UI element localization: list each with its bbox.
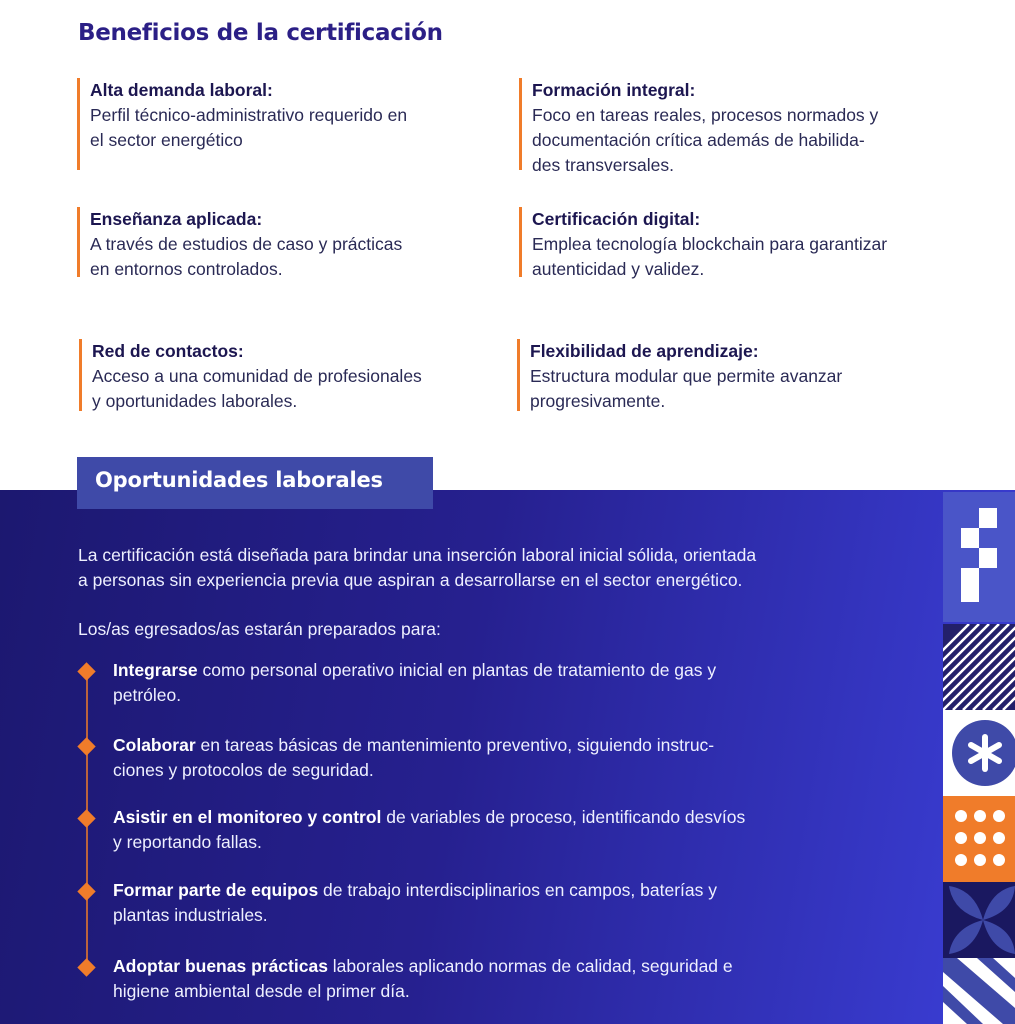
- benefit-item: [517, 339, 937, 411]
- petal-pattern: [943, 882, 1015, 958]
- opportunity-text: como personal operativo inicial en plantas de tratamiento de gas y: [197, 660, 717, 680]
- opportunity-text: de trabajo interdisciplinarios en campos, baterías y: [318, 880, 718, 900]
- opportunity-bold: Adoptar buenas prácticas: [113, 956, 328, 976]
- benefit-title: Certificación digital:: [532, 209, 701, 229]
- opportunity-text: laborales aplicando normas de calidad, seguridad e: [327, 956, 733, 976]
- benefit-text: en entornos controlados.: [90, 259, 283, 279]
- benefit-text: des transversales.: [532, 155, 675, 175]
- benefit-text: Acceso a una comunidad de profesionales: [92, 366, 422, 386]
- opportunity-text: plantas industriales.: [113, 905, 268, 925]
- benefit-title: Enseñanza aplicada:: [90, 209, 263, 229]
- opportunity-item: [113, 658, 853, 708]
- diagonal-stripes-pattern: [943, 624, 1015, 710]
- wave-stripes-pattern: [943, 958, 1015, 1024]
- dots-pattern: [943, 796, 1015, 882]
- opportunity-text: petróleo.: [113, 685, 182, 705]
- opportunity-bold: Formar parte de equipos: [113, 880, 319, 900]
- benefit-text: documentación crítica además de habilida-: [532, 130, 865, 150]
- benefit-title: Flexibilidad de aprendizaje:: [530, 341, 759, 361]
- benefit-text: el sector energético: [90, 130, 243, 150]
- opportunity-bold: Asistir en el monitoreo y control: [113, 807, 382, 827]
- opportunities-intro: [78, 543, 878, 593]
- benefit-text: Perfil técnico-administrativo requerido en: [90, 105, 408, 125]
- opportunity-text: higiene ambiental desde el primer día.: [113, 981, 410, 1001]
- intro-line: a personas sin experiencia previa que aspiran a desarrollarse en el sector energético.: [78, 570, 743, 590]
- benefit-item: [77, 78, 497, 170]
- opportunity-bold: Colaborar: [113, 735, 196, 755]
- benefits-title: Beneficios de la certificación: [78, 20, 443, 46]
- opportunity-text: de variables de proceso, identificando desvíos: [381, 807, 746, 827]
- opportunities-title: Oportunidades laborales: [77, 457, 433, 509]
- benefit-text: A través de estudios de caso y prácticas: [90, 234, 403, 254]
- asterisk-icon: [943, 710, 1015, 796]
- benefit-title: Formación integral:: [532, 80, 696, 100]
- benefit-item: [519, 78, 939, 175]
- intro-line: La certificación está diseñada para brindar una inserción laboral inicial sólida, orientada: [78, 545, 757, 565]
- opportunity-text: en tareas básicas de mantenimiento preventivo, siguiendo instruc-: [195, 735, 715, 755]
- benefit-text: Emplea tecnología blockchain para garantizar: [532, 234, 888, 254]
- checker-pattern: [943, 492, 1015, 622]
- benefit-text: y oportunidades laborales.: [92, 391, 298, 411]
- opportunity-item: [113, 878, 853, 928]
- opportunity-item: [113, 805, 853, 855]
- benefit-title: Red de contactos:: [92, 341, 244, 361]
- benefit-text: Foco en tareas reales, procesos normados y: [532, 105, 879, 125]
- benefit-item: [77, 207, 497, 277]
- opportunity-bold: Integrarse: [113, 660, 198, 680]
- opportunities-lead: Los/as egresados/as estarán preparados para:: [78, 619, 441, 639]
- opportunity-item: [113, 733, 853, 783]
- opportunity-item: [113, 954, 853, 1004]
- opportunity-text: ciones y protocolos de seguridad.: [113, 760, 374, 780]
- benefit-text: Estructura modular que permite avanzar: [530, 366, 843, 386]
- benefit-title: Alta demanda laboral:: [90, 80, 273, 100]
- benefit-item: [79, 339, 499, 411]
- benefit-item: [519, 207, 939, 277]
- benefit-text: progresivamente.: [530, 391, 666, 411]
- benefit-text: autenticidad y validez.: [532, 259, 705, 279]
- benefits-section: [0, 0, 1015, 490]
- opportunity-text: y reportando fallas.: [113, 832, 262, 852]
